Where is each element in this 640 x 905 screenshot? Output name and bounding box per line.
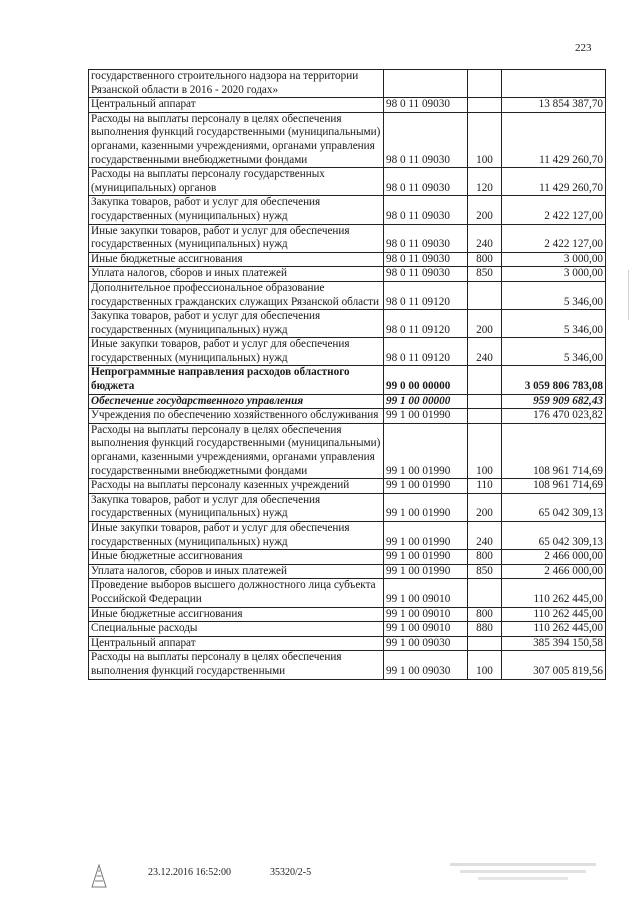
row-name-cell: Расходы на выплаты персоналу казенных учреждений [89,479,384,494]
table-row [89,224,606,252]
table-row [89,409,606,424]
table-row [89,112,606,167]
row-code-cell: 99 1 00 00000 [384,394,468,409]
row-name-cell: Обеспечение государственного управления [89,394,384,409]
row-sum-cell: 13 854 387,70 [502,98,606,113]
table-row [89,579,606,607]
footer-timestamp: 23.12.2016 16:52:00 [148,867,232,878]
row-type-cell [468,366,502,394]
row-sum-cell: 3 000,00 [502,267,606,282]
row-type-cell: 200 [468,493,502,521]
row-name-cell: Уплата налогов, сборов и иных платежей [89,267,384,282]
row-name-cell: Специальные расходы [89,622,384,637]
row-name-cell: Учреждения по обеспечению хозяйственного обслуживания [89,409,384,424]
row-type-cell [468,98,502,113]
row-name-cell: Иные бюджетные ассигнования [89,607,384,622]
row-code-cell: 99 0 00 00000 [384,366,468,394]
table-row [89,338,606,366]
row-name-cell: Непрограммные направления расходов областного бюджета [89,366,384,394]
row-code-cell: 99 1 00 01990 [384,550,468,565]
row-sum-cell: 108 961 714,69 [502,479,606,494]
row-type-cell: 240 [468,338,502,366]
row-name-cell: Иные бюджетные ассигнования [89,550,384,565]
row-code-cell: 99 1 00 01990 [384,409,468,424]
row-type-cell: 800 [468,607,502,622]
row-name-cell: Иные закупки товаров, работ и услуг для обеспечения государственных (муниципальных) нужд [89,522,384,550]
row-type-cell [468,636,502,651]
row-name-cell: Центральный аппарат [89,98,384,113]
row-type-cell [468,394,502,409]
row-sum-cell: 3 000,00 [502,252,606,267]
row-sum-cell: 110 262 445,00 [502,579,606,607]
row-sum-cell: 959 909 682,43 [502,394,606,409]
table-row [89,252,606,267]
table-row [89,196,606,224]
row-code-cell: 99 1 00 01990 [384,479,468,494]
table-row [89,281,606,309]
row-sum-cell: 108 961 714,69 [502,423,606,478]
row-type-cell: 100 [468,423,502,478]
row-code-cell: 98 0 11 09030 [384,267,468,282]
row-code-cell: 99 1 00 01990 [384,493,468,521]
row-sum-cell: 65 042 309,13 [502,522,606,550]
row-code-cell: 99 1 00 01990 [384,564,468,579]
row-code-cell: 99 1 00 09010 [384,579,468,607]
row-type-cell [468,579,502,607]
row-code-cell: 99 1 00 01990 [384,522,468,550]
row-name-cell: Расходы на выплаты персоналу в целях обеспечения выполнения функций государственными [89,651,384,679]
row-sum-cell: 11 429 260,70 [502,168,606,196]
row-sum-cell: 2 466 000,00 [502,564,606,579]
scan-edge-mark [628,270,629,320]
table-row [89,607,606,622]
row-sum-cell: 11 429 260,70 [502,112,606,167]
table-row [89,366,606,394]
footer-document-id: 35320/2-5 [270,867,312,878]
row-name-cell: Центральный аппарат [89,636,384,651]
row-name-cell: государственного строительного надзора на территории Рязанской области в 2016 - 2020 годах» [89,70,384,98]
table-row [89,622,606,637]
row-name-cell: Иные закупки товаров, работ и услуг для обеспечения государственных (муниципальных) нужд [89,338,384,366]
row-code-cell: 98 0 11 09120 [384,281,468,309]
row-type-cell: 800 [468,252,502,267]
row-sum-cell [502,70,606,98]
row-sum-cell: 5 346,00 [502,310,606,338]
row-code-cell: 98 0 11 09030 [384,168,468,196]
row-sum-cell: 3 059 806 783,08 [502,366,606,394]
table-row [89,423,606,478]
row-name-cell: Проведение выборов высшего должностного лица субъекта Российской Федерации [89,579,384,607]
row-sum-cell: 5 346,00 [502,338,606,366]
row-sum-cell: 176 470 023,82 [502,409,606,424]
row-code-cell: 98 0 11 09030 [384,224,468,252]
row-type-cell: 200 [468,196,502,224]
row-code-cell: 99 1 00 09030 [384,651,468,679]
row-code-cell: 98 0 11 09120 [384,338,468,366]
row-type-cell: 800 [468,550,502,565]
table-row [89,267,606,282]
row-code-cell: 99 1 00 09010 [384,622,468,637]
row-sum-cell: 65 042 309,13 [502,493,606,521]
table-row [89,479,606,494]
table-row [89,522,606,550]
table-row [89,70,606,98]
table-row [89,394,606,409]
table-row [89,651,606,679]
row-name-cell: Закупка товаров, работ и услуг для обеспечения государственных (муниципальных) нужд [89,310,384,338]
row-name-cell: Расходы на выплаты персоналу в целях обеспечения выполнения функций государственными (муниципальными) органами, казенными учреждениями, органами управления государственными внебюджетными фондами [89,423,384,478]
row-type-cell: 100 [468,651,502,679]
row-name-cell: Закупка товаров, работ и услуг для обеспечения государственных (муниципальных) нужд [89,493,384,521]
row-type-cell: 850 [468,267,502,282]
row-type-cell: 120 [468,168,502,196]
row-type-cell [468,409,502,424]
row-type-cell: 110 [468,479,502,494]
table-row [89,636,606,651]
row-sum-cell: 110 262 445,00 [502,607,606,622]
row-code-cell: 98 0 11 09030 [384,98,468,113]
table-row [89,493,606,521]
table-row [89,550,606,565]
row-name-cell: Расходы на выплаты персоналу в целях обеспечения выполнения функций государственными (муниципальными) органами, казенными учреждениями, органами управления государственными внебюджетными фондами [89,112,384,167]
row-sum-cell: 385 394 150,58 [502,636,606,651]
row-type-cell: 100 [468,112,502,167]
row-name-cell: Уплата налогов, сборов и иных платежей [89,564,384,579]
faded-stamp-icon [448,861,598,885]
row-sum-cell: 110 262 445,00 [502,622,606,637]
row-type-cell: 240 [468,522,502,550]
row-sum-cell: 2 422 127,00 [502,224,606,252]
row-code-cell: 99 1 00 09010 [384,607,468,622]
row-type-cell: 240 [468,224,502,252]
row-sum-cell: 2 466 000,00 [502,550,606,565]
row-code-cell: 99 1 00 09030 [384,636,468,651]
row-name-cell: Иные закупки товаров, работ и услуг для обеспечения государственных (муниципальных) нужд [89,224,384,252]
row-code-cell: 99 1 00 01990 [384,423,468,478]
document-logo-icon [88,863,110,889]
row-type-cell [468,281,502,309]
table-row [89,564,606,579]
page-footer [88,861,608,891]
row-sum-cell: 2 422 127,00 [502,196,606,224]
table-row [89,168,606,196]
row-code-cell: 98 0 11 09030 [384,252,468,267]
table-row [89,98,606,113]
row-sum-cell: 307 005 819,56 [502,651,606,679]
row-code-cell [384,70,468,98]
table-row [89,310,606,338]
row-code-cell: 98 0 11 09030 [384,112,468,167]
row-name-cell: Закупка товаров, работ и услуг для обеспечения государственных (муниципальных) нужд [89,196,384,224]
row-code-cell: 98 0 11 09120 [384,310,468,338]
row-type-cell [468,70,502,98]
row-code-cell: 98 0 11 09030 [384,196,468,224]
row-name-cell: Расходы на выплаты персоналу государственных (муниципальных) органов [89,168,384,196]
row-type-cell: 880 [468,622,502,637]
row-type-cell: 850 [468,564,502,579]
row-type-cell: 200 [468,310,502,338]
row-name-cell: Дополнительное профессиональное образование государственных гражданских служащих Рязанской области [89,281,384,309]
budget-table [88,69,606,680]
page-number: 223 [575,42,592,54]
row-name-cell: Иные бюджетные ассигнования [89,252,384,267]
budget-table-body [89,70,606,680]
row-sum-cell: 5 346,00 [502,281,606,309]
